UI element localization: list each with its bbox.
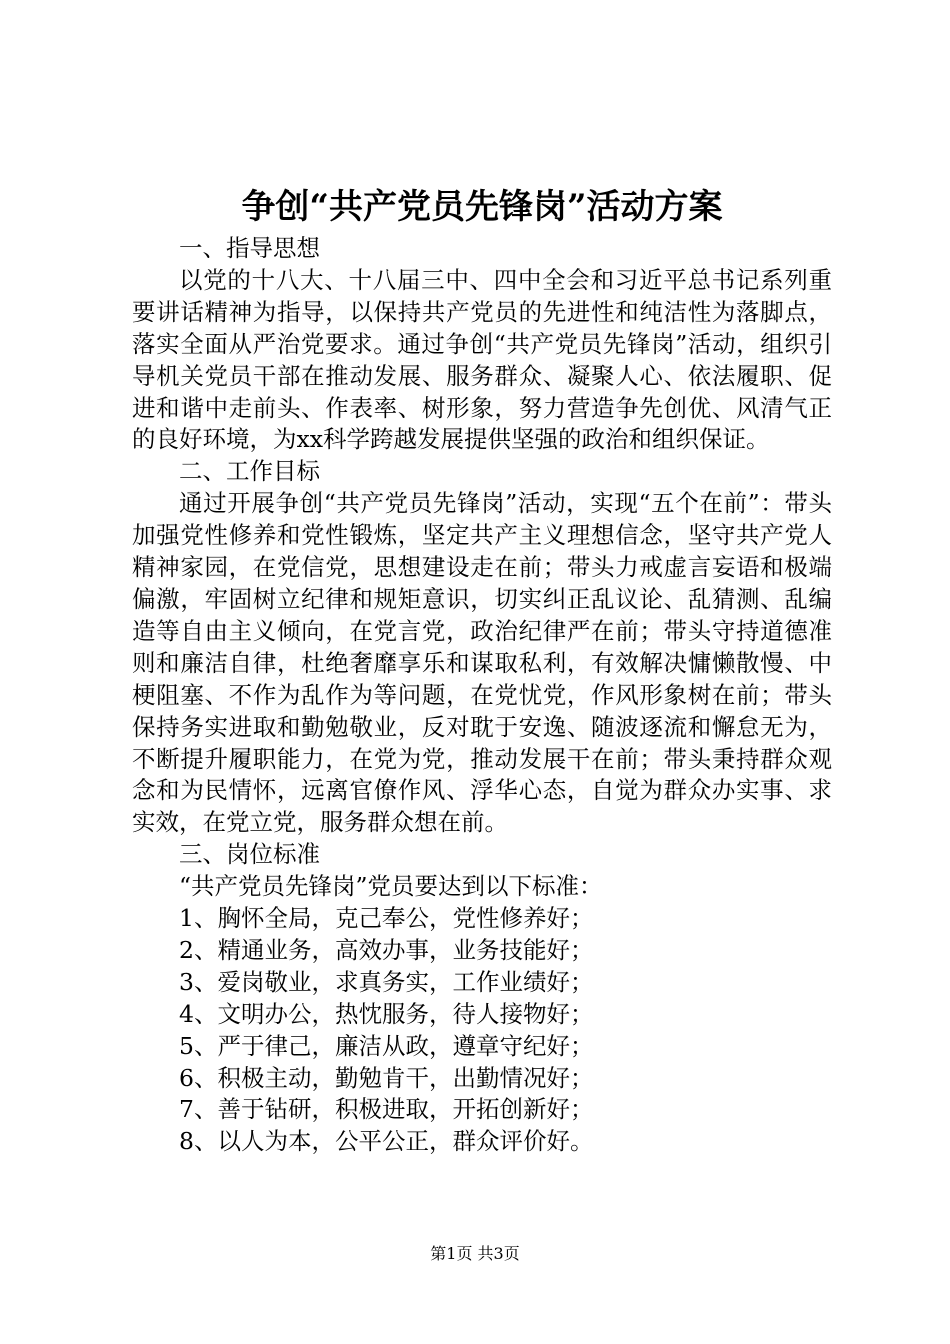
page-number-footer: 第1页 共3页 [430,1244,520,1263]
document-body [132,233,832,1158]
document-page [132,0,832,1344]
standard-item: 7、善于钻研，积极进取，开拓创新好； [179,1095,594,1124]
standard-item: 1、胸怀全局，克己奉公，党性修养好； [179,904,594,933]
section-heading-work-goals: 二、工作目标 [179,457,320,486]
standards-intro: “共产党员先锋岗”党员要达到以下标准： [179,872,603,901]
standard-item: 2、精通业务，高效办事，业务技能好； [179,935,594,964]
section-heading-post-standards: 三、岗位标准 [179,840,320,869]
document-title: 争创“共产党员先锋岗”活动方案 [241,187,723,227]
section-paragraph-work-goals: 通过开展争创“共产党员先锋岗”活动，实现“五个在前”：带头加强党性修养和党性锻炼，坚定共产主义理想信念，坚守共产党人精神家园，在党信党，思想建设走在前；带头力戒虚言妄语和极端偏激，牢固树立纪律和规矩意识，切实纠正乱议论、乱猜测、乱编造等自由主义倾向，在党言党，政治纪律严在前；带头守持道德准则和廉洁自律，杜绝奢靡享乐和谋取私利，有效解决慵懒散慢、中梗阻塞、不作为乱作为等问题，在党忧党，作风形象树在前；带头保持务实进取和勤勉敬业，反对耽于安逸、随波逐流和懈怠无为，不断提升履职能力，在党为党，推动发展干在前；带头秉持群众观念和为民情怀，远离官僚作风、浮华心态，自觉为群众办实事、求实效，在党立党，服务群众想在前。 [132,489,832,837]
standard-item: 4、文明办公，热忱服务，待人接物好； [179,999,594,1028]
standard-item: 6、积极主动，勤勉肯干，出勤情况好； [179,1063,594,1092]
section-heading-guiding-ideology: 一、指导思想 [179,234,320,262]
standard-item: 3、爱岗敬业，求真务实，工作业绩好； [179,967,594,996]
section-paragraph-guiding-ideology: 以党的十八大、十八届三中、四中全会和习近平总书记系列重要讲话精神为指导，以保持共产党员的先进性和纯洁性为落脚点，落实全面从严治党要求。通过争创“共产党员先锋岗”活动，组织引导机关党员干部在推动发展、服务群众、凝聚人心、依法履职、促进和谐中走前头、作表率、树形象，努力营造争先创优、风清气正的良好环境，为xx科学跨越发展提供坚强的政治和组织保证。 [132,265,832,454]
standard-item: 8、以人为本，公平公正，群众评价好。 [179,1127,594,1156]
standard-item: 5、严于律己，廉洁从政，遵章守纪好； [179,1031,594,1060]
